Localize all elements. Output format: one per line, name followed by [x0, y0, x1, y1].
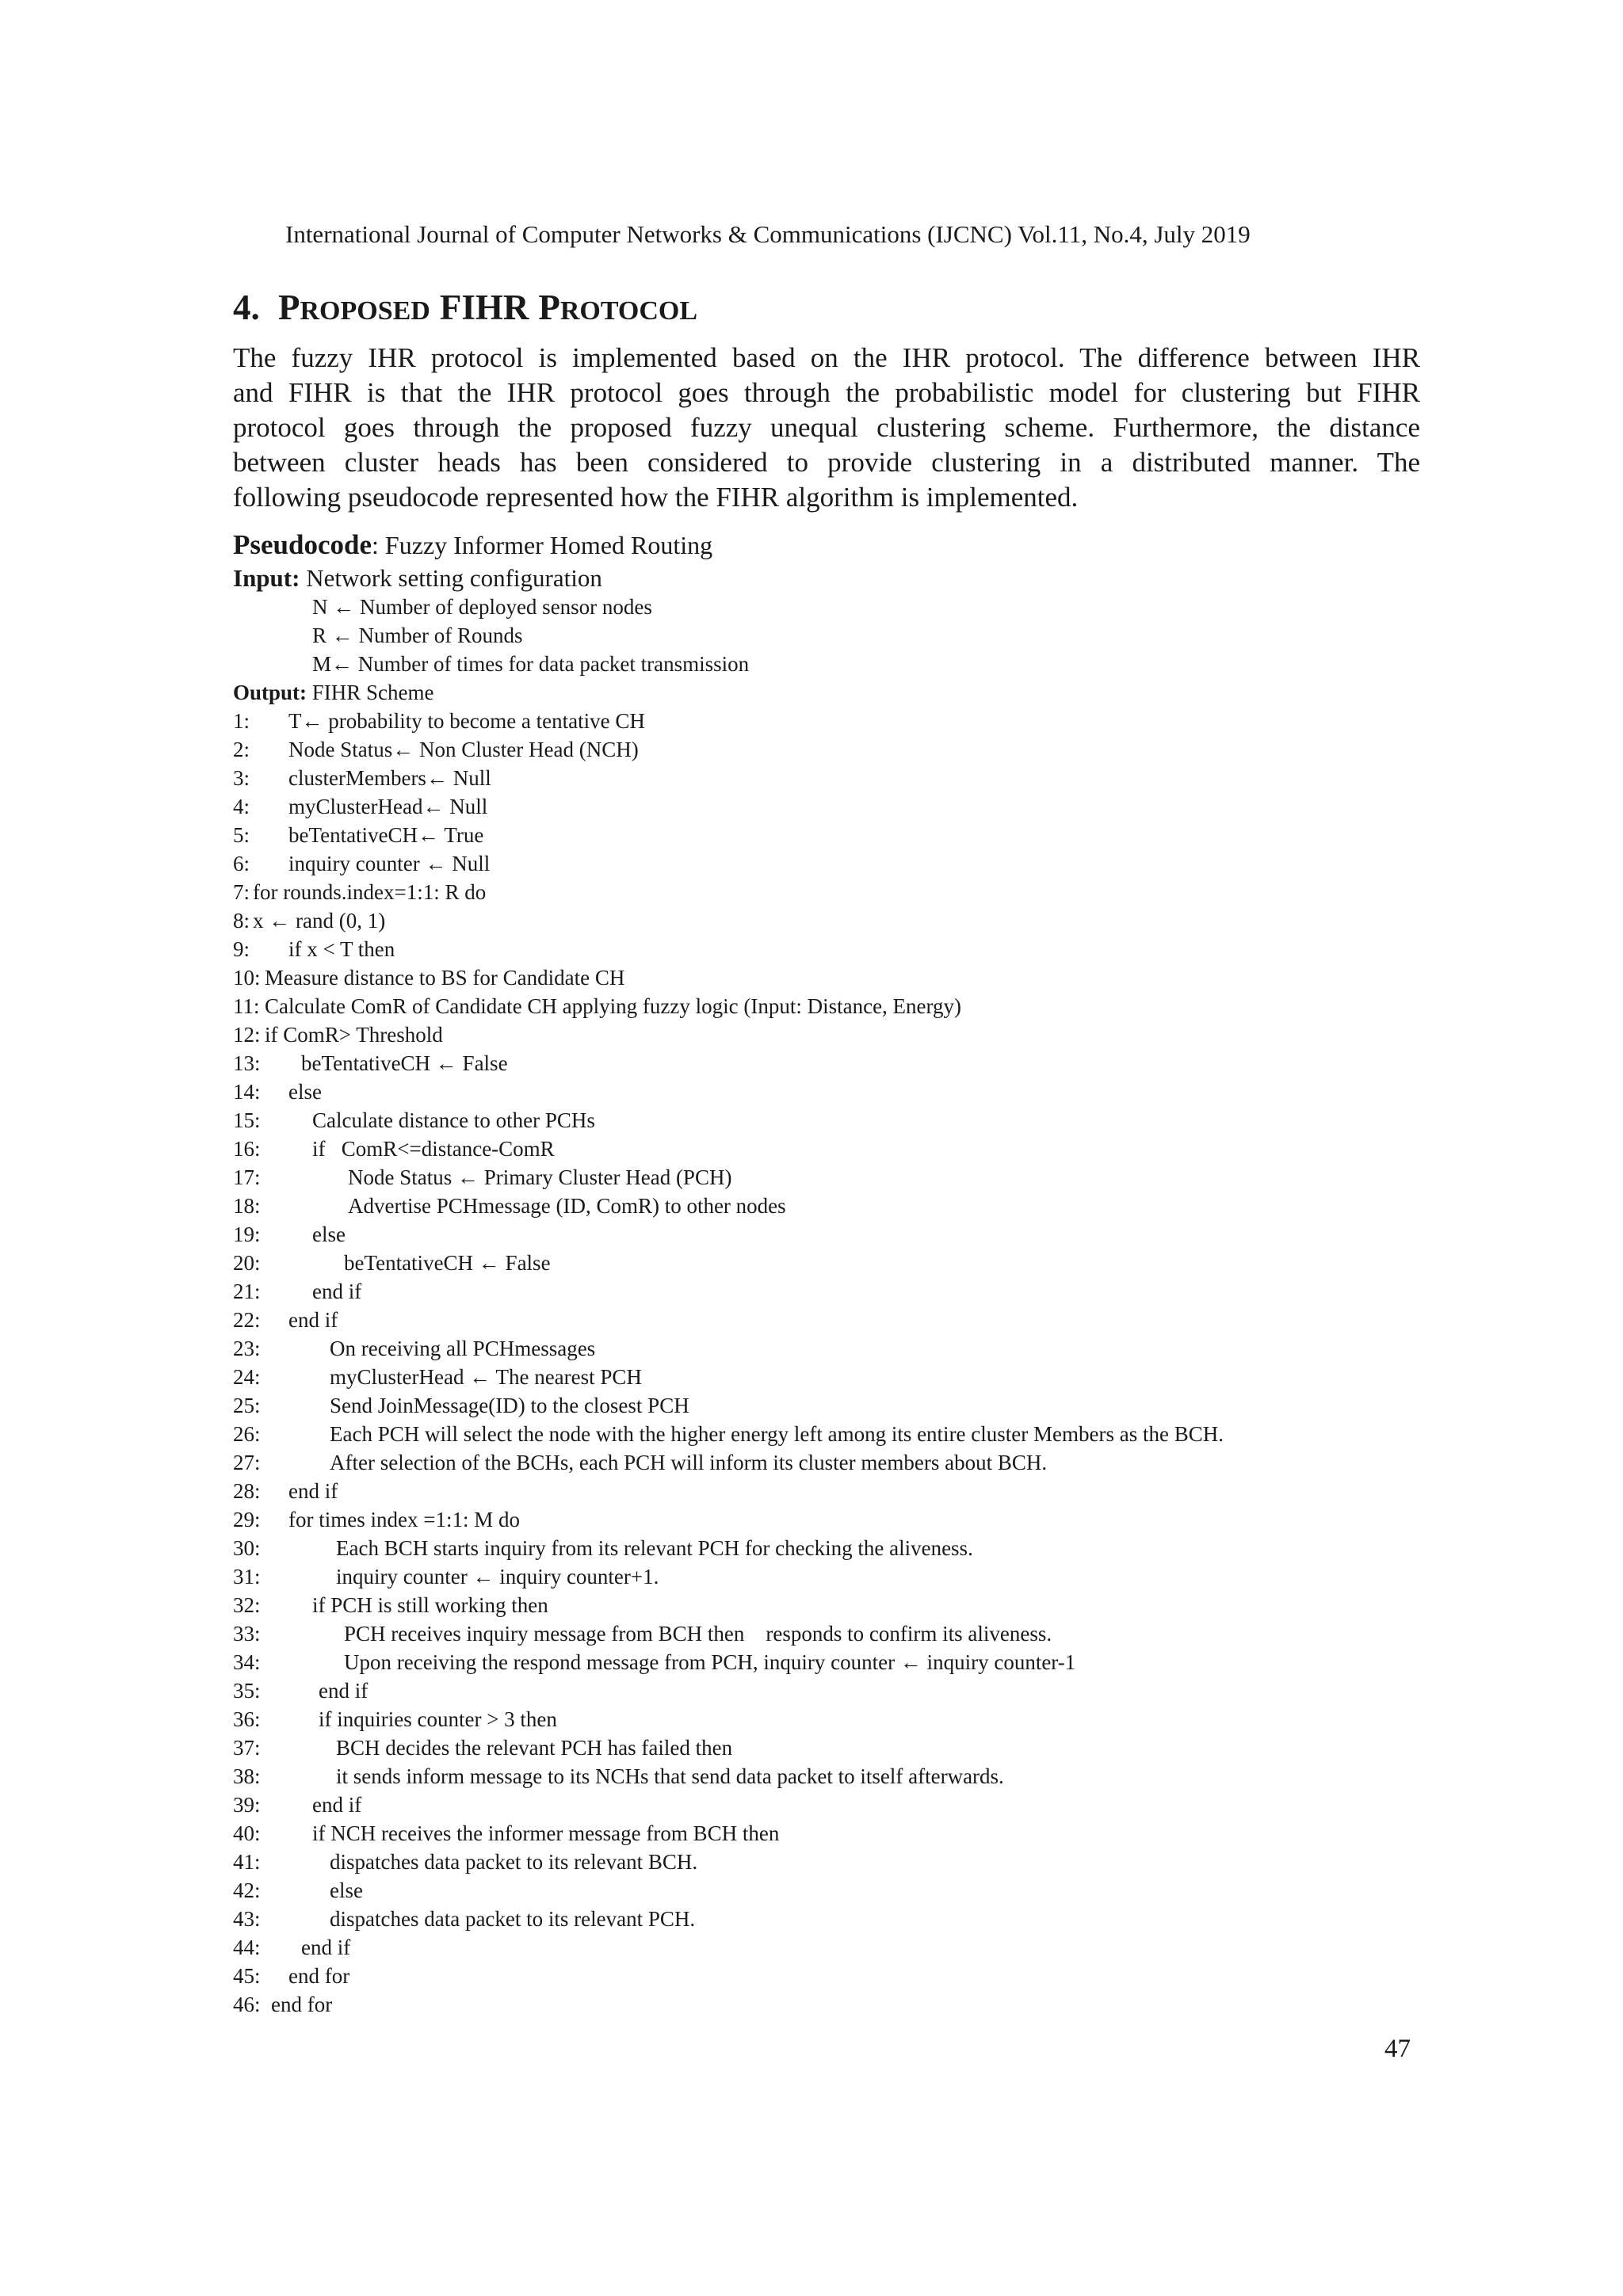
pseudocode-line: [233, 1049, 1501, 1077]
algorithm-input: [233, 564, 1501, 593]
line-number: 24:: [233, 1365, 261, 1389]
running-header: International Journal of Computer Networks & Communications (IJCNC) Vol.11, No.4, July 2019: [285, 220, 1251, 248]
pseudocode-name: : Fuzzy Informer Homed Routing: [372, 531, 713, 559]
line-number: 31:: [233, 1565, 261, 1589]
pseudocode-line: [233, 1306, 1501, 1334]
pseudocode-line: [233, 1334, 1501, 1363]
line-code: if NCH receives the informer message from BCH then: [312, 1821, 780, 1845]
line-number: 42:: [233, 1878, 261, 1902]
pseudocode-line: [233, 1477, 1501, 1505]
line-number: 43:: [233, 1907, 261, 1931]
paragraph-line: and FIHR is that the IHR protocol goes through the probabilistic model for clustering but FIHR: [233, 377, 1420, 408]
line-number: 3:: [233, 766, 250, 790]
line-number: 12:: [233, 1023, 261, 1047]
line-code: end if: [288, 1308, 338, 1332]
pseudocode-line: [233, 1962, 1501, 1990]
paragraph-line: The fuzzy IHR protocol is implemented based on the IHR protocol. The difference between IHR: [233, 342, 1420, 373]
line-number: 27:: [233, 1451, 261, 1474]
pseudocode-line: [233, 1163, 1501, 1192]
line-code: inquiry counter ← inquiry counter+1.: [336, 1565, 659, 1589]
pseudocode-line: [233, 1905, 1501, 1933]
section-title-text: [278, 288, 697, 327]
pseudocode-line: [233, 1192, 1501, 1220]
line-number: 15:: [233, 1108, 261, 1132]
algorithm-param: R ← Number of Rounds: [312, 624, 523, 647]
section-number: 4.: [233, 288, 260, 327]
line-number: 9:: [233, 937, 250, 961]
line-number: 18:: [233, 1194, 261, 1218]
paragraph-line: protocol goes through the proposed fuzzy unequal clustering scheme. Furthermore, the distance: [233, 412, 1420, 443]
line-number: 40:: [233, 1821, 261, 1845]
line-number: 33:: [233, 1622, 261, 1646]
line-code: Advertise PCHmessage (ID, ComR) to other nodes: [348, 1194, 786, 1218]
input-text: Network setting configuration: [300, 564, 602, 592]
pseudocode-line: [233, 935, 1501, 963]
output-text: FIHR Scheme: [307, 681, 434, 704]
line-number: 19:: [233, 1222, 261, 1246]
line-number: 37:: [233, 1736, 261, 1760]
pseudocode-line: [233, 735, 1501, 764]
pseudocode-line: [233, 1505, 1501, 1534]
line-code: dispatches data packet to its relevant PCH.: [330, 1907, 696, 1931]
line-code: Node Status ← Primary Cluster Head (PCH): [348, 1165, 732, 1189]
input-label: Input:: [233, 564, 300, 592]
title-word: [440, 288, 529, 327]
line-code: end if: [301, 1936, 351, 1959]
pseudocode-line: [233, 1733, 1501, 1762]
line-code: Calculate distance to other PCHs: [312, 1108, 595, 1132]
algorithm-lines: [233, 707, 1501, 2019]
pseudocode-line: [233, 1591, 1501, 1619]
pseudocode-line: [233, 1819, 1501, 1848]
algorithm-output: [233, 678, 1501, 707]
line-code: BCH decides the relevant PCH has failed then: [336, 1736, 733, 1760]
pseudocode-line: [233, 707, 1501, 735]
paragraph-line: following pseudocode represented how the FIHR algorithm is implemented.: [233, 482, 1079, 513]
line-code: T← probability to become a tentative CH: [288, 709, 645, 733]
algorithm-param: M← Number of times for data packet transmission: [312, 652, 750, 676]
paragraph-line: between cluster heads has been considered to provide clustering in a distributed manner. The: [233, 447, 1420, 478]
line-code: Calculate ComR of Candidate CH applying fuzzy logic (Input: Distance, Energy): [265, 994, 962, 1018]
title-word-rest: ROTOCOL: [559, 296, 698, 326]
line-code: Node Status← Non Cluster Head (NCH): [288, 738, 639, 761]
title-word: [278, 288, 430, 327]
title-word: [538, 288, 697, 327]
line-code: for times index =1:1: M do: [288, 1508, 520, 1531]
pseudocode-line: [233, 992, 1501, 1020]
line-number: 6:: [233, 852, 250, 875]
line-number: 30:: [233, 1536, 261, 1560]
pseudocode-line: [233, 1876, 1501, 1905]
line-number: 14:: [233, 1080, 261, 1104]
line-code: Upon receiving the respond message from PCH, inquiry counter ← inquiry counter-1: [344, 1650, 1076, 1674]
output-label: Output:: [233, 681, 307, 704]
pseudocode-line: [233, 849, 1501, 878]
line-code: if PCH is still working then: [312, 1593, 548, 1617]
line-code: end if: [312, 1793, 362, 1817]
pseudocode-line: [233, 821, 1501, 849]
line-code: clusterMembers← Null: [288, 766, 491, 790]
line-number: 28:: [233, 1479, 261, 1503]
pseudocode-title: [233, 529, 712, 561]
pseudocode-line: [233, 1676, 1501, 1705]
line-number: 11:: [233, 994, 260, 1018]
line-code: myClusterHead ← The nearest PCH: [330, 1365, 642, 1389]
pseudocode-line: [233, 1562, 1501, 1591]
line-code: if inquiries counter > 3 then: [319, 1707, 557, 1731]
pseudocode-line: [233, 1534, 1501, 1562]
body-paragraph: [233, 341, 1420, 515]
pseudocode-line: [233, 1990, 1501, 2019]
pseudocode-line: [233, 792, 1501, 821]
line-number: 22:: [233, 1308, 261, 1332]
line-code: After selection of the BCHs, each PCH will inform its cluster members about BCH.: [330, 1451, 1048, 1474]
pseudocode-line: [233, 1933, 1501, 1962]
line-code: else: [330, 1878, 363, 1902]
pseudocode-line: [233, 906, 1501, 935]
line-number: 25:: [233, 1394, 261, 1417]
pseudocode-line: [233, 1106, 1501, 1135]
line-number: 7:: [233, 880, 250, 904]
line-code: Each BCH starts inquiry from its relevant PCH for checking the aliveness.: [336, 1536, 973, 1560]
line-code: Measure distance to BS for Candidate CH: [265, 966, 625, 990]
title-word-cap: FIHR: [439, 288, 529, 327]
pseudocode-label: Pseudocode: [233, 529, 372, 560]
line-number: 45:: [233, 1964, 261, 1988]
line-number: 4:: [233, 795, 250, 818]
line-code: beTentativeCH← True: [288, 823, 484, 847]
line-code: myClusterHead← Null: [288, 795, 488, 818]
line-code: if x < T then: [288, 937, 395, 961]
line-code: beTentativeCH ← False: [344, 1251, 551, 1275]
pseudocode-line: [233, 1277, 1501, 1306]
line-number: 5:: [233, 823, 250, 847]
line-number: 41:: [233, 1850, 261, 1874]
line-code: inquiry counter ← Null: [288, 852, 491, 875]
pseudocode-line: [233, 1705, 1501, 1733]
line-number: 1:: [233, 709, 250, 733]
line-code: Each PCH will select the node with the higher energy left among its entire cluster Members as the BCH.: [330, 1422, 1224, 1446]
line-number: 36:: [233, 1707, 261, 1731]
line-number: 20:: [233, 1251, 261, 1275]
pseudocode-line: [233, 1791, 1501, 1819]
algorithm-block: [233, 564, 1501, 2019]
line-number: 39:: [233, 1793, 261, 1817]
title-word-cap: P: [538, 288, 560, 327]
line-code: x ← rand (0, 1): [253, 909, 386, 933]
pseudocode-line: [233, 1077, 1501, 1106]
title-word-cap: P: [278, 288, 300, 327]
pseudocode-line: [233, 1020, 1501, 1049]
pseudocode-line: [233, 1762, 1501, 1791]
section-title: [233, 287, 697, 328]
line-number: 17:: [233, 1165, 261, 1189]
line-code: if ComR<=distance-ComR: [312, 1137, 555, 1161]
title-word-rest: ROPOSED: [300, 296, 430, 326]
line-code: it sends inform message to its NCHs that send data packet to itself afterwards.: [336, 1764, 1004, 1788]
line-code: PCH receives inquiry message from BCH then responds to confirm its aliveness.: [344, 1622, 1052, 1646]
line-number: 35:: [233, 1679, 261, 1703]
line-number: 13:: [233, 1051, 261, 1075]
line-code: end if: [312, 1280, 362, 1303]
line-number: 21:: [233, 1280, 261, 1303]
line-number: 44:: [233, 1936, 261, 1959]
pseudocode-line: [233, 1135, 1501, 1163]
pseudocode-line: [233, 1363, 1501, 1391]
line-number: 16:: [233, 1137, 261, 1161]
algorithm-param: N ← Number of deployed sensor nodes: [312, 595, 652, 619]
pseudocode-line: [233, 1220, 1501, 1249]
line-code: else: [312, 1222, 346, 1246]
line-number: 2:: [233, 738, 250, 761]
line-number: 34:: [233, 1650, 261, 1674]
pseudocode-line: [233, 1448, 1501, 1477]
line-number: 26:: [233, 1422, 261, 1446]
line-number: 46:: [233, 1993, 261, 2016]
pseudocode-line: [233, 1648, 1501, 1676]
line-number: 32:: [233, 1593, 261, 1617]
line-code: end if: [319, 1679, 369, 1703]
line-number: 8:: [233, 909, 250, 933]
pseudocode-line: [233, 764, 1501, 792]
line-number: 38:: [233, 1764, 261, 1788]
line-code: end if: [288, 1479, 338, 1503]
line-number: 29:: [233, 1508, 261, 1531]
pseudocode-line: [233, 1420, 1501, 1448]
pseudocode-line: [233, 1249, 1501, 1277]
pseudocode-line: [233, 1619, 1501, 1648]
pseudocode-line: [233, 1848, 1501, 1876]
line-code: Send JoinMessage(ID) to the closest PCH: [330, 1394, 689, 1417]
line-code: end for: [271, 1993, 333, 2016]
line-code: On receiving all PCHmessages: [330, 1337, 596, 1360]
pseudocode-line: [233, 878, 1501, 906]
pseudocode-line: [233, 963, 1501, 992]
line-code: beTentativeCH ← False: [301, 1051, 508, 1075]
line-code: dispatches data packet to its relevant BCH.: [330, 1850, 698, 1874]
line-code: for rounds.index=1:1: R do: [253, 880, 487, 904]
line-number: 23:: [233, 1337, 261, 1360]
pseudocode-line: [233, 1391, 1501, 1420]
line-code: end for: [288, 1964, 350, 1988]
line-code: else: [288, 1080, 322, 1104]
page-number: 47: [1384, 2035, 1411, 2063]
line-number: 10:: [233, 966, 261, 990]
line-code: if ComR> Threshold: [265, 1023, 443, 1047]
algorithm-params: [233, 593, 1501, 678]
